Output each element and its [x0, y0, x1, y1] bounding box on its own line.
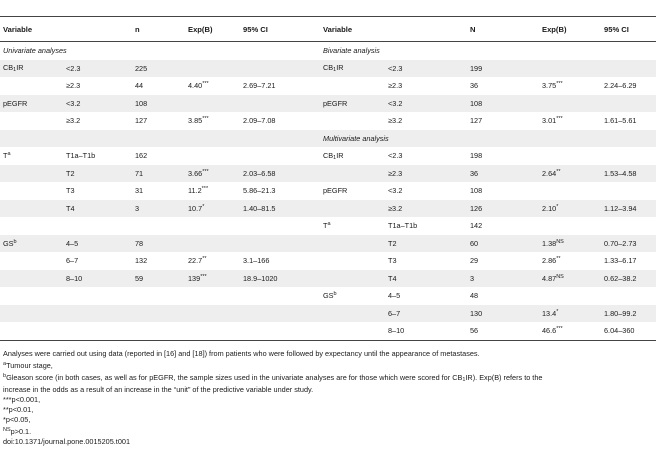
right-level-cell: <2.3 [388, 151, 403, 161]
left-ci-cell: 2.03–6.58 [240, 165, 320, 183]
left-level-cell: <2.3 [63, 60, 132, 78]
table-row [0, 217, 656, 235]
right-n-cell: 36 [470, 81, 479, 91]
footnote-p001: ***p<0.001, [3, 395, 41, 404]
left-level-cell: T4 [63, 200, 132, 218]
left-ci-cell [240, 60, 320, 78]
left-ci-cell [240, 322, 320, 340]
left-var-cell: $CB_1IR$ [0, 60, 63, 78]
table-row [0, 235, 656, 253]
right-exp-cell: 2.10* [539, 200, 601, 218]
right-n-cell: 60 [467, 235, 539, 253]
left-n-cell [132, 217, 185, 235]
table-body [0, 42, 656, 341]
left-level-cell: 8–10 [63, 270, 132, 288]
left-exp-cell [185, 217, 240, 235]
right-var-cell [320, 270, 385, 288]
right-level-cell: ≥3.2 [385, 200, 467, 218]
right-exp-cell [539, 147, 601, 165]
right-n-cell: 36 [467, 165, 539, 183]
left-level-cell: T2 [63, 165, 132, 183]
left-n-cell: 127 [135, 116, 148, 126]
table-row [0, 112, 656, 130]
right-ci-cell: 1.53–4.58 [601, 165, 656, 183]
left-exp-cell [185, 305, 240, 323]
left-n-cell: 225 [132, 60, 185, 78]
header-level-right [385, 17, 467, 42]
left-var-cell: $T^a$ [3, 151, 11, 161]
left-var-cell [0, 270, 63, 288]
left-ci-cell [240, 147, 320, 165]
doi-link[interactable]: doi:10.1371/journal.pone.0015205.t001 [3, 437, 130, 446]
table-row [0, 95, 656, 113]
right-ci-cell [601, 95, 656, 113]
right-var-cell: pEGFR [320, 95, 385, 113]
right-n-cell: 198 [470, 151, 483, 161]
left-level-cell: T1a–T1b [66, 151, 96, 161]
left-ci-cell [240, 217, 320, 235]
results-table [0, 17, 656, 341]
table-row [0, 182, 656, 200]
right-exp-cell [539, 95, 601, 113]
section-label: Univariate analyses [3, 46, 67, 56]
right-var-cell: $CB_1IR$ [323, 150, 344, 161]
left-var-cell [0, 130, 63, 148]
right-n-cell: 199 [467, 60, 539, 78]
right-exp-cell: 13.4* [539, 305, 601, 323]
right-ci-cell: 2.24–6.29 [604, 81, 637, 91]
footnote-gleason-cont: increase in the odds as a result of an increase in the “unit” of the predictive variable under study. [3, 385, 314, 394]
left-ci-cell [240, 95, 320, 113]
left-var-cell [0, 252, 63, 270]
left-exp-cell [185, 60, 240, 78]
right-n-cell: 142 [470, 221, 483, 231]
header-level-left [63, 17, 132, 42]
left-var-cell [0, 322, 63, 340]
right-level-cell: <2.3 [385, 60, 467, 78]
top-rule [0, 0, 656, 17]
right-level-cell: 6–7 [385, 305, 467, 323]
right-var-cell: $GS^b$ [323, 291, 337, 301]
right-level-cell: T1a–T1b [388, 221, 418, 231]
table-footnotes [3, 349, 653, 447]
left-var-cell [0, 287, 63, 305]
left-exp-cell [185, 322, 240, 340]
footnote-gleason: $^b$Gleason score (in both cases, as well as for pEGFR, the sample sizes used in the univariate analyses are for those which were scored for $CB_1IR$). Exp(B) refers to the [3, 373, 543, 383]
right-var-cell [320, 252, 385, 270]
right-n-cell: 108 [467, 95, 539, 113]
right-level-cell: 4–5 [388, 291, 401, 301]
right-n-cell: 56 [467, 322, 539, 340]
left-exp-cell: 4.40*** [188, 81, 209, 91]
table-row [0, 200, 656, 218]
right-ci-cell: 1.80–99.2 [601, 305, 656, 323]
footnote-ns: $^{NS}$p>0.1. [3, 427, 32, 436]
right-ci-cell: 1.33–6.17 [604, 256, 637, 266]
right-level-cell: ≥2.3 [388, 81, 403, 91]
right-n-cell: 127 [470, 116, 483, 126]
right-var-cell [320, 235, 385, 253]
right-n-cell: 126 [467, 200, 539, 218]
left-level-cell: ≥2.3 [66, 81, 81, 91]
header-exp-left: Exp(B) [185, 17, 240, 42]
table-row [0, 305, 656, 323]
right-var-cell [320, 322, 385, 340]
left-n-cell: 162 [135, 151, 148, 161]
left-var-cell [0, 305, 63, 323]
left-exp-cell [185, 287, 240, 305]
right-exp-cell: $1.38^{NS}$ [539, 235, 601, 253]
right-n-cell: 48 [470, 291, 479, 301]
left-var-cell [0, 112, 63, 130]
left-n-cell [132, 322, 185, 340]
right-var-cell [320, 165, 385, 183]
right-exp-cell [539, 287, 601, 305]
right-exp-cell: 3.75*** [542, 81, 563, 91]
header-ci-left: 95% CI [240, 17, 320, 42]
right-level-cell: <3.2 [385, 95, 467, 113]
left-exp-cell: 11.2*** [188, 186, 209, 196]
left-n-cell [132, 305, 185, 323]
left-var-cell [0, 200, 63, 218]
right-n-cell: 29 [470, 256, 479, 266]
left-level-cell [63, 322, 132, 340]
table-row [0, 165, 656, 183]
header-row [0, 17, 656, 42]
left-exp-cell: 10.7* [185, 200, 240, 218]
right-exp-cell: 2.86** [542, 256, 561, 266]
right-level-cell: T2 [385, 235, 467, 253]
table-row [0, 322, 656, 340]
left-ci-cell [240, 130, 320, 148]
left-exp-cell [185, 130, 240, 148]
table-row [0, 130, 656, 148]
left-ci-cell: 18.9–1020 [240, 270, 320, 288]
right-level-cell: 8–10 [385, 322, 467, 340]
right-var-cell: $CB_1IR$ [320, 60, 385, 78]
left-n-cell: 132 [135, 256, 148, 266]
right-ci-cell [601, 287, 656, 305]
right-ci-cell [601, 182, 656, 200]
left-exp-cell: 22.7** [188, 256, 207, 266]
right-level-cell: <3.2 [388, 186, 403, 196]
left-exp-cell: 139*** [185, 270, 240, 288]
right-ci-cell: 6.04–360 [601, 322, 656, 340]
left-ci-cell: 1.40–81.5 [240, 200, 320, 218]
left-level-cell [63, 305, 132, 323]
table-row [0, 77, 656, 95]
left-level-cell: <3.2 [63, 95, 132, 113]
right-exp-cell: 2.64** [539, 165, 601, 183]
right-var-cell: $T^a$ [323, 221, 331, 231]
right-exp-cell: 3.01*** [542, 116, 563, 126]
left-exp-cell [185, 95, 240, 113]
footnote-p01: **p<0.01, [3, 405, 34, 414]
right-ci-cell: 1.61–5.61 [604, 116, 637, 126]
left-n-cell: 3 [132, 200, 185, 218]
left-exp-cell: 3.66*** [185, 165, 240, 183]
right-var-cell: pEGFR [323, 186, 348, 196]
right-level-cell: T4 [385, 270, 467, 288]
right-level-cell: T3 [388, 256, 397, 266]
header-variable-right: Variable [320, 17, 385, 42]
left-n-cell: 78 [132, 235, 185, 253]
left-n-cell: 59 [132, 270, 185, 288]
left-ci-cell [240, 235, 320, 253]
left-n-cell [132, 287, 185, 305]
right-var-cell [320, 77, 385, 95]
left-exp-cell [185, 235, 240, 253]
right-n-cell: 108 [470, 186, 483, 196]
section-label: Bivariate analysis [323, 46, 380, 56]
left-var-cell [0, 77, 63, 95]
table-row [0, 60, 656, 78]
left-var-cell: pEGFR [0, 95, 63, 113]
header-n-right: N [467, 17, 539, 42]
header-variable-left: Variable [0, 17, 63, 42]
left-ci-cell: 3.1–166 [243, 256, 270, 266]
left-level-cell: 4–5 [63, 235, 132, 253]
right-var-cell [320, 305, 385, 323]
header-n-left: n [132, 17, 185, 42]
right-level-cell: ≥3.2 [388, 116, 403, 126]
right-ci-cell [601, 60, 656, 78]
left-n-cell: 31 [135, 186, 144, 196]
left-level-cell [63, 287, 132, 305]
left-level-cell: 6–7 [66, 256, 79, 266]
section-label: Multivariate analysis [320, 130, 656, 148]
left-var-cell [0, 182, 63, 200]
left-level-cell: T3 [66, 186, 75, 196]
table-row [0, 252, 656, 270]
left-ci-cell: 2.69–7.21 [243, 81, 276, 91]
left-exp-cell [185, 147, 240, 165]
footnote-p05: *p<0.05, [3, 415, 31, 424]
footnote-tumour-stage: $^a$Tumour stage, [3, 361, 53, 370]
left-level-cell [63, 130, 132, 148]
left-n-cell: 44 [135, 81, 144, 91]
header-exp-right: Exp(B) [539, 17, 601, 42]
right-ci-cell: 1.12–3.94 [601, 200, 656, 218]
left-n-cell: 71 [132, 165, 185, 183]
right-ci-cell: 0.62–38.2 [601, 270, 656, 288]
right-ci-cell [601, 147, 656, 165]
left-ci-cell [240, 305, 320, 323]
table-row [0, 147, 656, 165]
right-exp-cell: 46.6*** [539, 322, 601, 340]
table-row [0, 270, 656, 288]
left-ci-cell: 5.86–21.3 [243, 186, 276, 196]
right-exp-cell [539, 182, 601, 200]
right-ci-cell [601, 217, 656, 235]
right-level-cell: ≥2.3 [385, 165, 467, 183]
right-exp-cell [539, 217, 601, 235]
right-n-cell: 130 [467, 305, 539, 323]
right-exp-cell: $4.87^{NS}$ [539, 270, 601, 288]
left-n-cell [132, 130, 185, 148]
right-var-cell [320, 112, 385, 130]
left-var-cell [0, 217, 63, 235]
right-var-cell [320, 200, 385, 218]
right-exp-cell [539, 60, 601, 78]
left-level-cell [63, 217, 132, 235]
left-level-cell: ≥3.2 [66, 116, 81, 126]
left-exp-cell: 3.85*** [188, 116, 209, 126]
left-n-cell: 108 [132, 95, 185, 113]
left-var-cell [0, 165, 63, 183]
table-row [0, 287, 656, 305]
right-ci-cell: 0.70–2.73 [601, 235, 656, 253]
right-n-cell: 3 [467, 270, 539, 288]
left-var-cell: $GS^b$ [0, 235, 63, 253]
left-ci-cell [240, 287, 320, 305]
table-row [0, 42, 656, 60]
footnote-analyses: Analyses were carried out using data (reported in [16] and [18]) from patients who were followed by expectancy until the appearance of metastases. [3, 349, 480, 358]
header-ci-right: 95% CI [601, 17, 656, 42]
left-ci-cell: 2.09–7.08 [243, 116, 276, 126]
